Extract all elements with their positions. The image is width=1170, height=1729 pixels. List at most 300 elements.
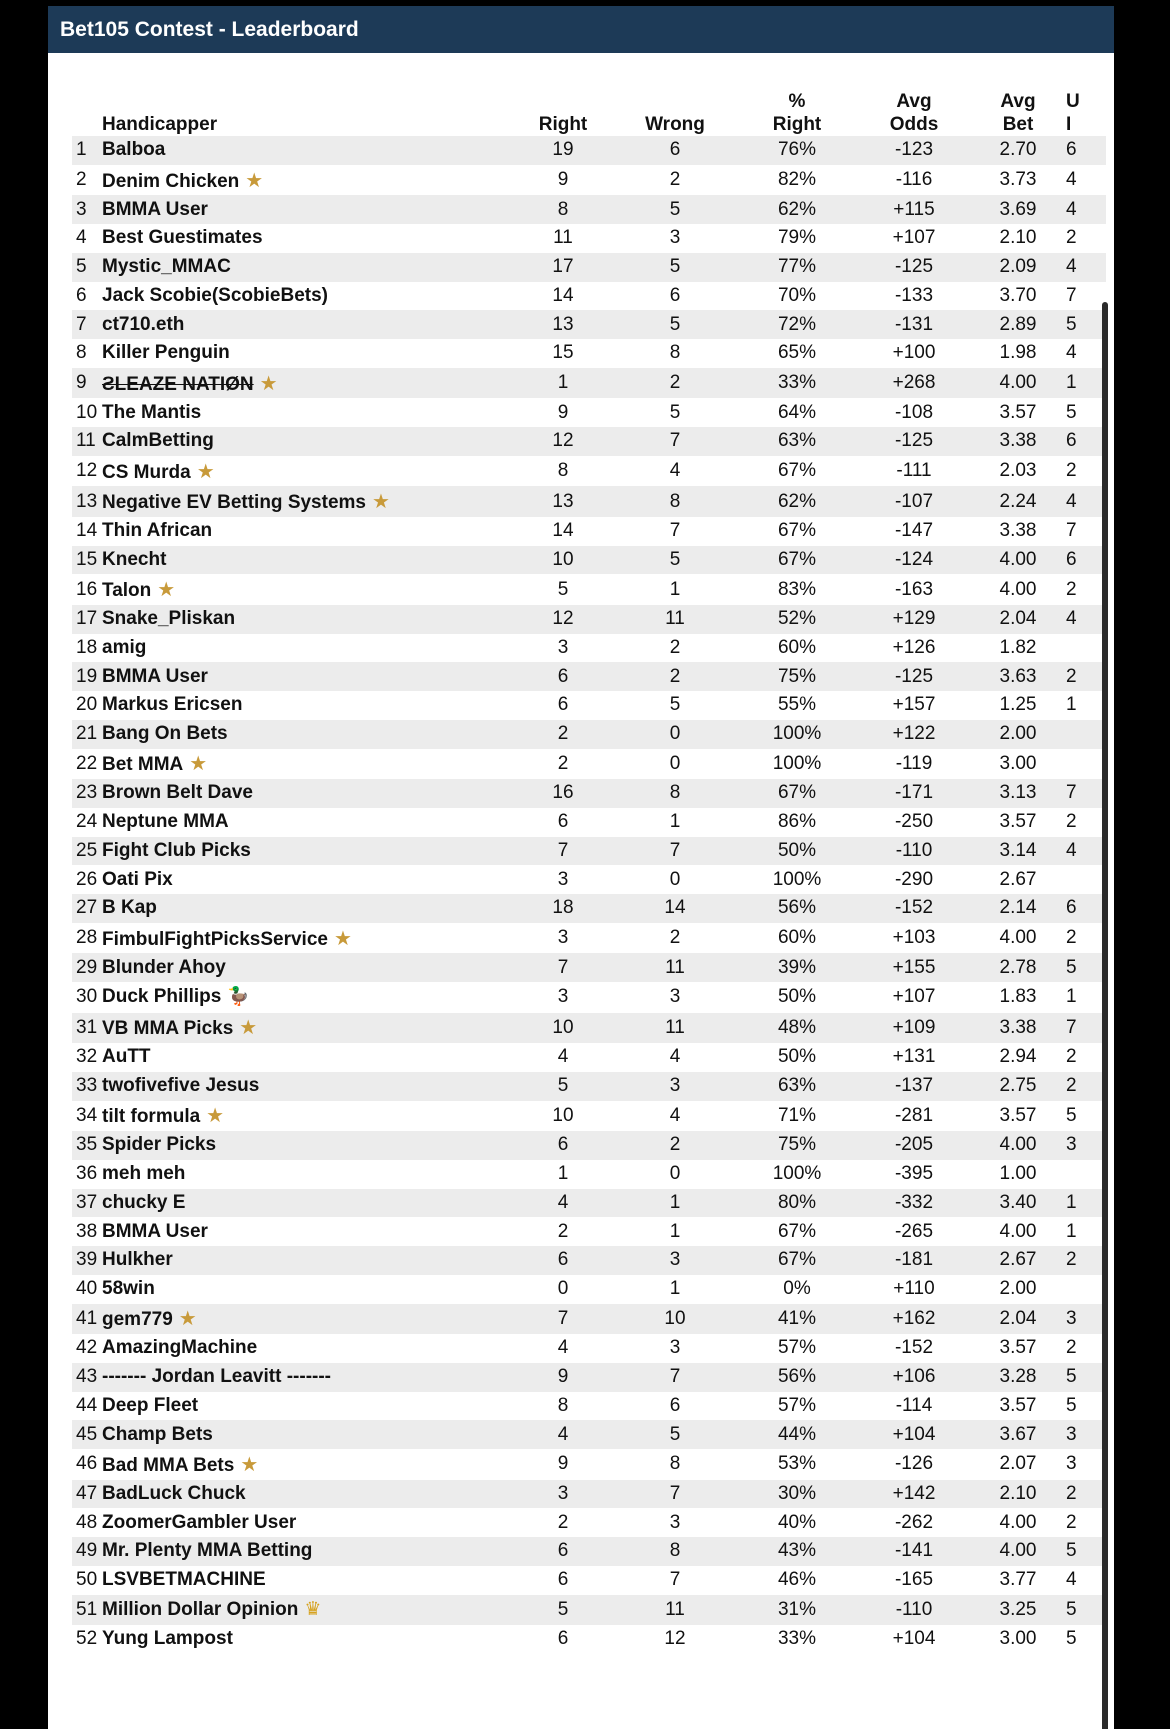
row-pct-right <box>736 253 858 282</box>
row-pct-right <box>736 1537 858 1566</box>
row-handicapper[interactable] <box>102 195 512 224</box>
row-rank <box>72 398 102 427</box>
row-right <box>512 894 614 923</box>
cell-value: 2.94 <box>999 1046 1037 1068</box>
table-row[interactable] <box>72 253 1106 282</box>
cell-value: 47 <box>76 1482 98 1504</box>
row-avg-bet <box>970 574 1066 605</box>
row-handicapper[interactable] <box>102 662 512 691</box>
cell-value: 8 <box>557 1394 569 1416</box>
table-row[interactable] <box>72 1420 1106 1449</box>
table-row[interactable] <box>72 1304 1106 1335</box>
table-row[interactable] <box>72 1363 1106 1392</box>
cell-value: 1 <box>557 1163 569 1185</box>
row-u <box>1066 1508 1106 1537</box>
row-handicapper[interactable] <box>102 865 512 894</box>
header-handicapper[interactable]: Handicapper <box>102 114 218 135</box>
cell-value: 6 <box>1066 897 1077 919</box>
row-avg-bet <box>970 398 1066 427</box>
handicapper-name: ------- Jordan Leavitt ------- <box>102 1366 332 1388</box>
cell-value: 5 <box>557 578 569 600</box>
table-row[interactable] <box>72 1246 1106 1275</box>
cell-value: -152 <box>894 897 934 919</box>
row-right <box>512 368 614 399</box>
row-u <box>1066 865 1106 894</box>
row-avg-odds <box>858 1508 970 1537</box>
table-row[interactable] <box>72 605 1106 634</box>
row-right <box>512 310 614 339</box>
row-handicapper[interactable] <box>102 1537 512 1566</box>
cell-value: 4.00 <box>999 927 1037 948</box>
table-row[interactable] <box>72 1566 1106 1595</box>
handicapper-name: B Kap <box>102 897 157 919</box>
row-handicapper[interactable] <box>102 310 512 339</box>
row-right <box>512 517 614 546</box>
cell-value: 7 <box>669 1482 681 1504</box>
cell-value: -265 <box>894 1220 934 1242</box>
row-handicapper[interactable] <box>102 1101 512 1132</box>
row-avg-bet <box>970 1275 1066 1304</box>
row-avg-odds <box>858 1072 970 1101</box>
cell-value: 36 <box>76 1163 98 1185</box>
row-u <box>1066 1275 1106 1304</box>
row-handicapper[interactable] <box>102 691 512 720</box>
cell-value: 48% <box>777 1016 817 1038</box>
cell-value: 4.00 <box>999 548 1037 570</box>
row-wrong <box>614 1189 736 1218</box>
row-right <box>512 1595 614 1626</box>
cell-value: 9 <box>557 169 569 190</box>
cell-value: 12 <box>552 608 574 630</box>
cell-value: 11 <box>665 1598 685 1620</box>
row-handicapper[interactable] <box>102 837 512 866</box>
header-avg-odds[interactable]: Avg Odds <box>889 91 939 135</box>
row-rank <box>72 1420 102 1449</box>
cell-value: 3.38 <box>999 430 1037 452</box>
cell-value: 39 <box>76 1249 98 1271</box>
cell-value: 50% <box>777 839 817 861</box>
table-row[interactable] <box>72 282 1106 311</box>
edge-mask <box>1114 6 1122 1729</box>
row-avg-odds <box>858 1392 970 1421</box>
row-u <box>1066 427 1106 456</box>
row-handicapper[interactable] <box>102 808 512 837</box>
cell-value: 25 <box>76 839 98 861</box>
row-handicapper[interactable] <box>102 136 512 165</box>
table-row[interactable] <box>72 165 1106 196</box>
row-rank <box>72 574 102 605</box>
row-right <box>512 1217 614 1246</box>
cell-value: 3.57 <box>999 1104 1037 1126</box>
row-pct-right <box>736 1189 858 1218</box>
table-row[interactable] <box>72 1595 1106 1626</box>
row-avg-odds <box>858 253 970 282</box>
cell-value: 64% <box>777 401 817 423</box>
row-handicapper[interactable] <box>102 1013 512 1044</box>
row-rank <box>72 456 102 487</box>
page-title-text: Bet105 Contest - Leaderboard <box>60 17 359 41</box>
row-avg-odds <box>858 894 970 923</box>
row-rank <box>72 517 102 546</box>
table-row[interactable] <box>72 574 1106 605</box>
row-u <box>1066 456 1106 487</box>
row-pct-right <box>736 1072 858 1101</box>
row-rank <box>72 1275 102 1304</box>
row-right <box>512 691 614 720</box>
row-handicapper[interactable] <box>102 339 512 368</box>
table-row[interactable] <box>72 368 1106 399</box>
handicapper-name: The Mantis <box>102 401 202 423</box>
cell-value: 3 <box>557 636 569 658</box>
row-right <box>512 953 614 982</box>
row-right <box>512 605 614 634</box>
handicapper-name: Bang On Bets <box>102 723 228 745</box>
row-handicapper[interactable] <box>102 605 512 634</box>
cell-value: 23 <box>76 782 98 804</box>
row-handicapper[interactable] <box>102 779 512 808</box>
cell-value: 14 <box>552 520 574 542</box>
cell-value: +109 <box>892 1016 936 1038</box>
handicapper-name: Blunder Ahoy <box>102 956 226 978</box>
header-avg-bet[interactable]: Avg Bet <box>1000 91 1036 135</box>
table-row[interactable] <box>72 1537 1106 1566</box>
table-row[interactable] <box>72 865 1106 894</box>
cell-value: 0 <box>669 752 681 774</box>
row-handicapper[interactable] <box>102 1508 512 1537</box>
row-right <box>512 282 614 311</box>
table-row[interactable] <box>72 427 1106 456</box>
row-handicapper[interactable] <box>102 517 512 546</box>
row-wrong <box>614 574 736 605</box>
cell-value: 26 <box>76 868 98 890</box>
table-row[interactable] <box>72 1189 1106 1218</box>
row-avg-bet <box>970 1072 1066 1101</box>
row-right <box>512 253 614 282</box>
scrollbar[interactable] <box>1102 302 1108 1729</box>
row-handicapper[interactable] <box>102 1304 512 1335</box>
row-avg-odds <box>858 691 970 720</box>
table-row[interactable] <box>72 546 1106 575</box>
cell-value: 67% <box>777 1220 817 1242</box>
table-row[interactable] <box>72 1625 1106 1654</box>
row-u <box>1066 894 1106 923</box>
row-handicapper[interactable] <box>102 1334 512 1363</box>
cell-value: +142 <box>892 1482 936 1504</box>
cell-value: 0 <box>669 868 681 890</box>
cell-value: 35 <box>76 1134 98 1156</box>
row-handicapper[interactable] <box>102 1131 512 1160</box>
row-u <box>1066 368 1106 399</box>
handicapper-name: ct710.eth <box>102 313 185 335</box>
cell-value: 12 <box>552 430 574 452</box>
cell-value: 46 <box>76 1453 98 1475</box>
cell-value: 9 <box>557 1366 569 1388</box>
row-handicapper[interactable] <box>102 1420 512 1449</box>
cell-value: -165 <box>894 1569 934 1591</box>
row-handicapper[interactable] <box>102 1043 512 1072</box>
cell-value: -110 <box>895 1598 933 1620</box>
cell-value: +107 <box>892 986 936 1008</box>
cell-value: 63% <box>777 1075 817 1097</box>
cell-value: 7 <box>76 313 87 335</box>
cell-value: 7 <box>669 1366 681 1388</box>
cell-value: 28 <box>76 927 98 948</box>
cell-value: -181 <box>894 1249 934 1271</box>
table-row[interactable] <box>72 195 1106 224</box>
table-row[interactable] <box>72 398 1106 427</box>
table-row[interactable] <box>72 1131 1106 1160</box>
cell-value: 2.75 <box>999 1075 1037 1097</box>
table-row[interactable] <box>72 894 1106 923</box>
table-row[interactable] <box>72 1508 1106 1537</box>
row-handicapper[interactable] <box>102 546 512 575</box>
row-handicapper[interactable] <box>102 749 512 780</box>
row-rank <box>72 1625 102 1654</box>
cell-value: 3 <box>669 1075 681 1097</box>
row-avg-odds <box>858 1043 970 1072</box>
row-wrong <box>614 195 736 224</box>
row-u <box>1066 546 1106 575</box>
table-row[interactable] <box>72 1275 1106 1304</box>
table-row[interactable] <box>72 517 1106 546</box>
table-row[interactable] <box>72 1334 1106 1363</box>
table-row[interactable] <box>72 749 1106 780</box>
row-avg-bet <box>970 953 1066 982</box>
row-pct-right <box>736 136 858 165</box>
table-row[interactable] <box>72 953 1106 982</box>
row-avg-odds <box>858 1101 970 1132</box>
row-avg-bet <box>970 691 1066 720</box>
row-u <box>1066 282 1106 311</box>
handicapper-name: Mr. Plenty MMA Betting <box>102 1540 313 1562</box>
table-row[interactable] <box>72 662 1106 691</box>
table-row[interactable] <box>72 339 1106 368</box>
row-right <box>512 1566 614 1595</box>
row-rank <box>72 1131 102 1160</box>
table-row[interactable] <box>72 1480 1106 1509</box>
row-avg-odds <box>858 1334 970 1363</box>
cell-value: 6 <box>669 284 681 306</box>
table-row[interactable] <box>72 1043 1106 1072</box>
cell-value: 4 <box>1066 839 1077 861</box>
row-avg-bet <box>970 1508 1066 1537</box>
cell-value: 11 <box>665 956 685 978</box>
row-wrong <box>614 339 736 368</box>
row-u <box>1066 1392 1106 1421</box>
header-wrong[interactable]: Wrong <box>645 114 705 135</box>
cell-value: +100 <box>892 342 936 364</box>
row-handicapper[interactable] <box>102 486 512 517</box>
table-row[interactable] <box>72 691 1106 720</box>
row-handicapper[interactable] <box>102 1217 512 1246</box>
row-handicapper[interactable] <box>102 1189 512 1218</box>
handicapper-name: Oati Pix <box>102 868 173 890</box>
cell-value: 16 <box>76 578 98 600</box>
row-handicapper[interactable] <box>102 1160 512 1189</box>
row-handicapper[interactable] <box>102 1392 512 1421</box>
handicapper-name: tilt formula <box>102 1106 201 1128</box>
row-handicapper[interactable] <box>102 953 512 982</box>
cell-value: +157 <box>892 694 936 716</box>
row-wrong <box>614 427 736 456</box>
cell-value: 2.04 <box>999 1307 1037 1329</box>
row-u <box>1066 574 1106 605</box>
handicapper-name: Bet MMA <box>102 754 184 776</box>
table-row[interactable] <box>72 837 1106 866</box>
row-handicapper[interactable] <box>102 1072 512 1101</box>
cell-value: 67% <box>777 520 817 542</box>
row-wrong <box>614 165 736 196</box>
table-row[interactable] <box>72 224 1106 253</box>
row-handicapper[interactable] <box>102 427 512 456</box>
row-u <box>1066 1625 1106 1654</box>
row-pct-right <box>736 837 858 866</box>
row-right <box>512 195 614 224</box>
cell-value: 22 <box>76 752 98 774</box>
row-rank <box>72 1101 102 1132</box>
table-row[interactable] <box>72 808 1106 837</box>
row-handicapper[interactable] <box>102 720 512 749</box>
row-avg-odds <box>858 982 970 1013</box>
row-handicapper[interactable] <box>102 1275 512 1304</box>
cell-value: 4.00 <box>999 1134 1037 1156</box>
handicapper-name: gem779 <box>102 1309 173 1331</box>
row-pct-right <box>736 749 858 780</box>
handicapper-name: Balboa <box>102 139 166 161</box>
header-pct-right[interactable]: % Right <box>772 91 822 135</box>
table-row[interactable] <box>72 779 1106 808</box>
row-right <box>512 1449 614 1480</box>
table-row[interactable] <box>72 923 1106 954</box>
row-handicapper[interactable] <box>102 923 512 954</box>
row-wrong <box>614 837 736 866</box>
cell-value: 60% <box>777 927 817 948</box>
cell-value: -250 <box>894 811 934 833</box>
row-wrong <box>614 720 736 749</box>
handicapper-name: Deep Fleet <box>102 1394 199 1416</box>
table-row[interactable] <box>72 1013 1106 1044</box>
row-pct-right <box>736 456 858 487</box>
table-row[interactable] <box>72 982 1106 1013</box>
row-handicapper[interactable] <box>102 634 512 663</box>
row-handicapper[interactable] <box>102 982 512 1013</box>
row-wrong <box>614 662 736 691</box>
cell-value: 1 <box>1066 372 1077 393</box>
row-u <box>1066 953 1106 982</box>
table-row[interactable] <box>72 1101 1106 1132</box>
row-avg-odds <box>858 1246 970 1275</box>
row-avg-bet <box>970 1013 1066 1044</box>
cell-value: -395 <box>894 1163 934 1185</box>
cell-value: 86% <box>777 811 817 833</box>
row-wrong <box>614 1363 736 1392</box>
header-right[interactable]: Right <box>538 114 588 135</box>
row-avg-odds <box>858 165 970 196</box>
row-u <box>1066 1363 1106 1392</box>
row-handicapper[interactable] <box>102 224 512 253</box>
table-row[interactable] <box>72 136 1106 165</box>
table-row[interactable] <box>72 1072 1106 1101</box>
table-row[interactable] <box>72 456 1106 487</box>
star-icon: ★ <box>333 927 352 950</box>
row-handicapper[interactable] <box>102 1595 512 1626</box>
cell-value: 5 <box>669 256 681 278</box>
cell-value: 2 <box>1066 1075 1077 1097</box>
row-handicapper[interactable] <box>102 398 512 427</box>
row-handicapper[interactable] <box>102 1246 512 1275</box>
row-rank <box>72 1334 102 1363</box>
row-avg-bet <box>970 808 1066 837</box>
crown-icon: ♛ <box>304 1599 322 1621</box>
row-handicapper[interactable] <box>102 1566 512 1595</box>
row-pct-right <box>736 368 858 399</box>
cell-value: 2.14 <box>999 897 1037 919</box>
row-handicapper[interactable] <box>102 1625 512 1654</box>
table-row[interactable] <box>72 1160 1106 1189</box>
table-row[interactable] <box>72 1392 1106 1421</box>
row-rank <box>72 837 102 866</box>
cell-value: 65% <box>777 342 817 364</box>
table-row[interactable] <box>72 310 1106 339</box>
row-rank <box>72 982 102 1013</box>
row-avg-odds <box>858 1013 970 1044</box>
row-u <box>1066 605 1106 634</box>
row-avg-odds <box>858 749 970 780</box>
row-wrong <box>614 923 736 954</box>
header-u[interactable]: U I <box>1066 91 1080 135</box>
row-u <box>1066 1595 1106 1626</box>
row-u <box>1066 923 1106 954</box>
row-handicapper[interactable] <box>102 1449 512 1480</box>
cell-value: 5 <box>1066 1104 1077 1126</box>
row-u <box>1066 398 1106 427</box>
row-right <box>512 1160 614 1189</box>
row-handicapper[interactable] <box>102 574 512 605</box>
row-wrong <box>614 1160 736 1189</box>
table-row[interactable] <box>72 1217 1106 1246</box>
cell-value: 3.38 <box>999 520 1037 542</box>
row-handicapper[interactable] <box>102 456 512 487</box>
row-handicapper[interactable] <box>102 253 512 282</box>
row-handicapper[interactable] <box>102 1363 512 1392</box>
row-rank <box>72 1363 102 1392</box>
row-rank <box>72 691 102 720</box>
cell-value: 3.69 <box>999 198 1037 220</box>
cell-value: 2.00 <box>999 723 1037 745</box>
row-avg-odds <box>858 427 970 456</box>
table-row[interactable] <box>72 634 1106 663</box>
table-row[interactable] <box>72 1449 1106 1480</box>
row-u <box>1066 165 1106 196</box>
row-handicapper[interactable] <box>102 894 512 923</box>
table-row[interactable] <box>72 720 1106 749</box>
row-avg-bet <box>970 1625 1066 1654</box>
row-avg-odds <box>858 339 970 368</box>
cell-value: 11 <box>665 1016 685 1038</box>
cell-value: 50% <box>777 1046 817 1068</box>
row-handicapper[interactable] <box>102 282 512 311</box>
row-handicapper[interactable] <box>102 165 512 196</box>
cell-value: 1.25 <box>999 694 1037 716</box>
row-wrong <box>614 368 736 399</box>
table-row[interactable] <box>72 486 1106 517</box>
row-avg-odds <box>858 1217 970 1246</box>
cell-value: -171 <box>894 782 934 804</box>
cell-value: 21 <box>76 723 98 745</box>
row-handicapper[interactable] <box>102 1480 512 1509</box>
row-handicapper[interactable] <box>102 368 512 399</box>
cell-value: 5 <box>557 1598 569 1620</box>
